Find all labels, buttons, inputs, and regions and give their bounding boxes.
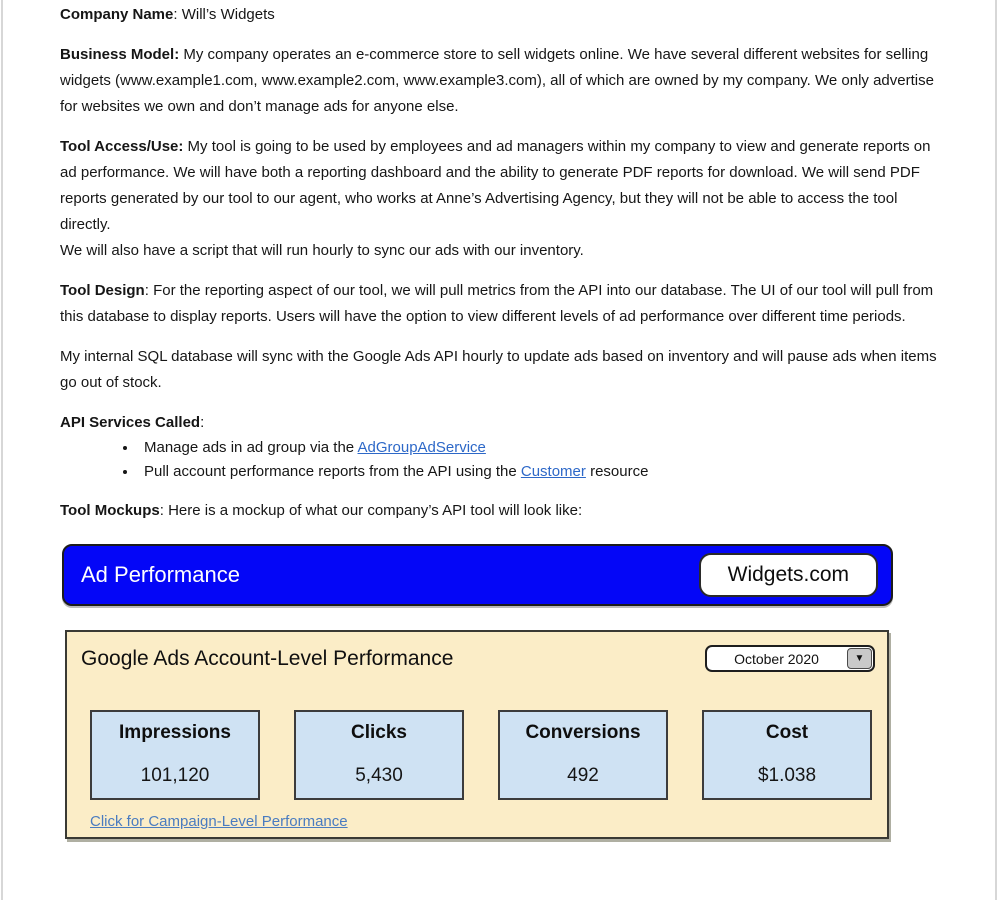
paragraph-business-model — [60, 42, 940, 120]
tool-mockups-text: : Here is a mockup of what our company’s API tool will look like: — [159, 502, 583, 519]
paragraph-tool-access — [60, 134, 940, 264]
paragraph-tool-design — [60, 278, 940, 330]
document-body — [60, 2, 940, 839]
panel-header — [67, 632, 887, 672]
list-item-customer-resource — [138, 460, 940, 484]
metric-label: Cost — [765, 722, 809, 743]
campaign-level-performance-link[interactable]: Click for Campaign-Level Performance — [90, 813, 348, 830]
bullet1-text: Manage ads in ad group via the — [144, 439, 358, 456]
paragraph-sql-note — [60, 344, 940, 396]
api-services-list — [60, 436, 940, 484]
metric-box-conversions — [498, 710, 668, 800]
api-services-colon: : — [200, 414, 205, 431]
metric-row — [67, 710, 887, 800]
tool-access-text2: We will also have a script that will run hourly to sync our ads with our inventory. — [60, 242, 584, 259]
metric-value: $1.038 — [757, 765, 817, 786]
list-item-adgroupadservice — [138, 436, 940, 460]
sql-note-text: My internal SQL database will sync with the Google Ads API hourly to update ads based on inventory and will pause ads when items go out of stock. — [60, 348, 937, 391]
api-services-label: API Services Called — [60, 414, 201, 431]
company-name-text: : Will’s Widgets — [173, 6, 275, 23]
tool-design-label: Tool Design — [60, 282, 145, 299]
metric-value: 101,120 — [140, 765, 210, 786]
bullet2-text-post: resource — [585, 463, 649, 480]
metric-box-impressions — [90, 710, 260, 800]
tool-design-text: : For the reporting aspect of our tool, we will pull metrics from the API into our database. The UI of our tool will pull from this database to display reports. Users will have the option to view different levels of ad performance over different time periods. — [60, 282, 934, 325]
tool-access-text: My tool is going to be used by employees and ad managers within my company to view and generate reports on ad performance. We will have both a reporting dashboard and the ability to generate PDF reports for download. We will send PDF reports generated by our tool to our agent, who works at Anne’s Advertising Agency, but they will not be able to access the tool directly. — [60, 138, 931, 233]
business-model-label: Business Model: — [60, 46, 180, 63]
page-left-edge — [1, 0, 3, 900]
campaign-link-row — [90, 813, 887, 830]
bullet2-text: Pull account performance reports from the API using the — [144, 463, 521, 480]
paragraph-api-services — [60, 410, 940, 436]
metric-label: Impressions — [119, 722, 231, 743]
tool-access-label: Tool Access/Use: — [60, 138, 184, 155]
customer-link[interactable]: Customer — [520, 463, 586, 480]
widgets-site-button[interactable]: Widgets.com — [699, 553, 878, 596]
panel-title: Google Ads Account-Level Performance — [81, 646, 454, 670]
period-dropdown-value: October 2020 — [734, 650, 819, 667]
period-dropdown[interactable] — [705, 645, 875, 672]
metric-label: Conversions — [525, 722, 641, 743]
mockup-app-header — [62, 544, 893, 606]
metric-box-clicks — [294, 710, 464, 800]
metric-value: 492 — [567, 765, 599, 786]
adgroupadservice-link[interactable]: AdGroupAdService — [357, 439, 486, 456]
tool-mockups-label: Tool Mockups — [60, 502, 160, 519]
metric-label: Clicks — [351, 722, 407, 743]
company-name-label: Company Name — [60, 6, 174, 23]
page-right-edge — [995, 0, 997, 900]
paragraph-company-name — [60, 2, 940, 28]
chevron-down-icon[interactable]: ▼ — [847, 648, 872, 669]
account-performance-panel — [65, 630, 889, 839]
metric-value: 5,430 — [355, 765, 403, 786]
paragraph-tool-mockups — [60, 498, 940, 524]
metric-box-cost — [702, 710, 872, 800]
app-title: Ad Performance — [81, 562, 240, 587]
business-model-text: My company operates an e-commerce store to sell widgets online. We have several different websites for selling widgets (www.example1.com, www.example2.com, www.example3.com), all of which are owned by my company. We only advertise for websites we own and don’t manage ads for anyone else. — [60, 46, 934, 115]
